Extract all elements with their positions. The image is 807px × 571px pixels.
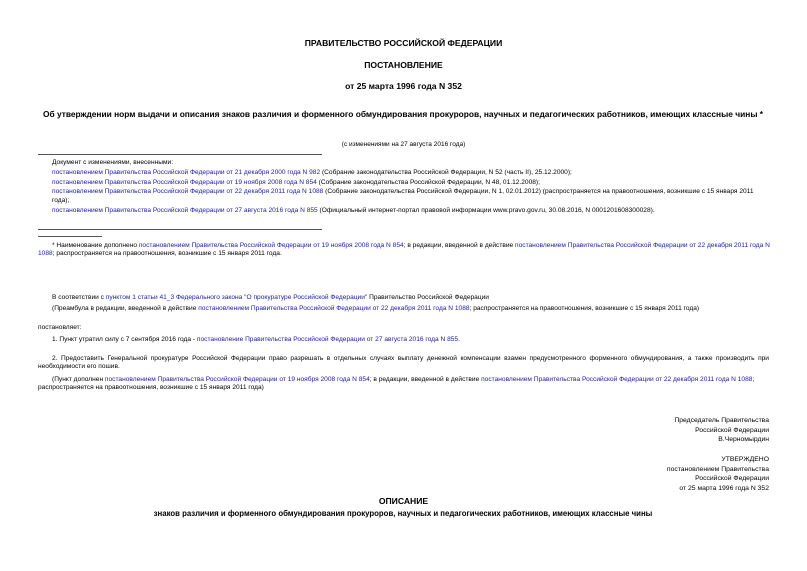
change-link[interactable]: постановлением Правительства Российской Федерации от 22 декабря 2011 года N 1088 bbox=[52, 188, 324, 196]
point-1-text: . bbox=[458, 336, 460, 343]
changes-block bbox=[52, 159, 772, 215]
preamble-note-text: ; распространяется на правоотношения, возникшие с 15 января 2011 года) bbox=[469, 305, 700, 312]
point-1-text: 1. Пункт утратил силу с 7 сентября 2016 года - bbox=[52, 336, 197, 343]
signature-block bbox=[469, 416, 769, 445]
approved-line: Российской Федерации bbox=[695, 475, 769, 483]
point-2-note-link[interactable]: постановлением Правительства Российской Федерации от 19 ноября 2008 года N 854 bbox=[104, 376, 370, 383]
change-link[interactable]: постановлением Правительства Российской Федерации от 19 ноября 2008 года N 854 bbox=[52, 178, 317, 186]
point-2-note-link[interactable]: постановлением Правительства Российской Федерации от 22 декабря 2011 года N 1088 bbox=[481, 376, 753, 383]
document-title: Об утверждении норм выдачи и описания знаков различия и форменного обмундирования прокуроров, научных и педагогических работников, имеющих классные чины * bbox=[42, 109, 764, 119]
approved-line: постановлением Правительства bbox=[666, 465, 769, 473]
preamble-text: В соответствии с bbox=[52, 294, 106, 301]
preamble bbox=[52, 294, 772, 302]
change-source: (Собрание законодательства Российской Федерации, N 52 (часть II), 25.12.2000); bbox=[320, 168, 572, 176]
change-source: (Собрание законодательства Российской Федерации, N 48, 01.12.2008); bbox=[316, 178, 540, 186]
changes-intro: Документ с изменениями, внесенными: bbox=[52, 159, 174, 166]
footnote-link[interactable]: постановлением Правительства Российской Федерации от 19 ноября 2008 года N 854 bbox=[138, 242, 404, 249]
signature-name: В.Черномырдин bbox=[718, 436, 769, 444]
preamble-note-link[interactable]: постановлением Правительства Российской Федерации от 22 декабря 2011 года N 1088 bbox=[198, 305, 470, 312]
government-name: ПРАВИТЕЛЬСТВО РОССИЙСКОЙ ФЕДЕРАЦИИ bbox=[304, 38, 503, 48]
point-2-note-text: ; в редакции, введенной в действие bbox=[369, 376, 482, 383]
preamble-text: Правительство Российской Федерации bbox=[367, 294, 489, 301]
description-heading: ОПИСАНИЕ bbox=[378, 496, 429, 506]
changes-item bbox=[38, 188, 772, 205]
document-date: от 25 марта 1996 года N 352 bbox=[345, 81, 462, 91]
signature-position: Председатель Правительства bbox=[674, 417, 769, 424]
changes-item bbox=[52, 179, 772, 187]
point-1 bbox=[52, 336, 772, 344]
preamble-note bbox=[52, 305, 772, 313]
approved-block bbox=[469, 455, 769, 493]
description-subheading: знаков различия и форменного обмундирования прокуроров, научных и педагогических работников, имеющих классные чины bbox=[153, 509, 653, 518]
revision-note: (с изменениями на 27 августа 2016 года) bbox=[341, 141, 466, 148]
changes-item bbox=[52, 207, 772, 215]
footnote-rule bbox=[38, 236, 102, 237]
decree-word: постановляет: bbox=[38, 324, 82, 331]
change-source: (Собрание законодательства Российской Федерации, N 1, 02.01.2012) (распространяется на правоотношения, возникшие с 15 января 2011 года); bbox=[52, 188, 754, 204]
preamble-note-text: (Преамбула в редакции, введенной в действие bbox=[52, 305, 199, 312]
point-1-link[interactable]: постановление Правительства Российской Федерации от 27 августа 2016 года N 855 bbox=[196, 336, 459, 343]
footnote bbox=[38, 242, 770, 259]
point-2-note-text: ; распространяется на правоотношения, возникшие с 15 января 2011 года) bbox=[38, 376, 755, 392]
signature-country: Российской Федерации bbox=[695, 426, 769, 434]
divider-top bbox=[38, 154, 322, 155]
footnote-text: ; в редакции, введенной в действие bbox=[403, 242, 516, 249]
point-2: 2. Предоставить Генеральной прокуратуре Российской Федерации право разрешать в отдельных случаях выплату денежной компенсации взамен предусмотренного форменного обмундирования, а также производить при необходимости его пошив. bbox=[38, 355, 769, 371]
change-link[interactable]: постановлением Правительства Российской Федерации от 27 августа 2016 года N 855 bbox=[52, 206, 318, 214]
change-link[interactable]: постановлением Правительства Российской Федерации от 21 декабря 2000 года N 982 bbox=[52, 168, 321, 176]
approved-label: УТВЕРЖДЕНО bbox=[721, 456, 769, 463]
preamble-link[interactable]: пунктом 1 статьи 41_3 Федерального закона "О прокуратуре Российской Федерации" bbox=[105, 294, 368, 301]
changes-item bbox=[52, 169, 772, 177]
approved-date: от 25 марта 1996 года N 352 bbox=[679, 484, 769, 492]
change-source: (Официальный интернет-портал правовой информации www.pravo.gov.ru, 30.08.2016, N 0001201608300028). bbox=[317, 206, 655, 214]
footnote-link[interactable]: постановлением Правительства Российской Федерации от 22 декабря 2011 года N 1088 bbox=[38, 242, 770, 258]
point-2-note-text: (Пункт дополнен bbox=[52, 376, 105, 383]
document-type: ПОСТАНОВЛЕНИЕ bbox=[364, 60, 443, 70]
footnote-text: ; распространяется на правоотношения, возникшие с 15 января 2011 года. bbox=[52, 250, 282, 258]
divider-middle bbox=[38, 229, 322, 230]
point-2-note bbox=[38, 376, 769, 393]
footnote-text: * Наименование дополнено bbox=[52, 242, 139, 249]
